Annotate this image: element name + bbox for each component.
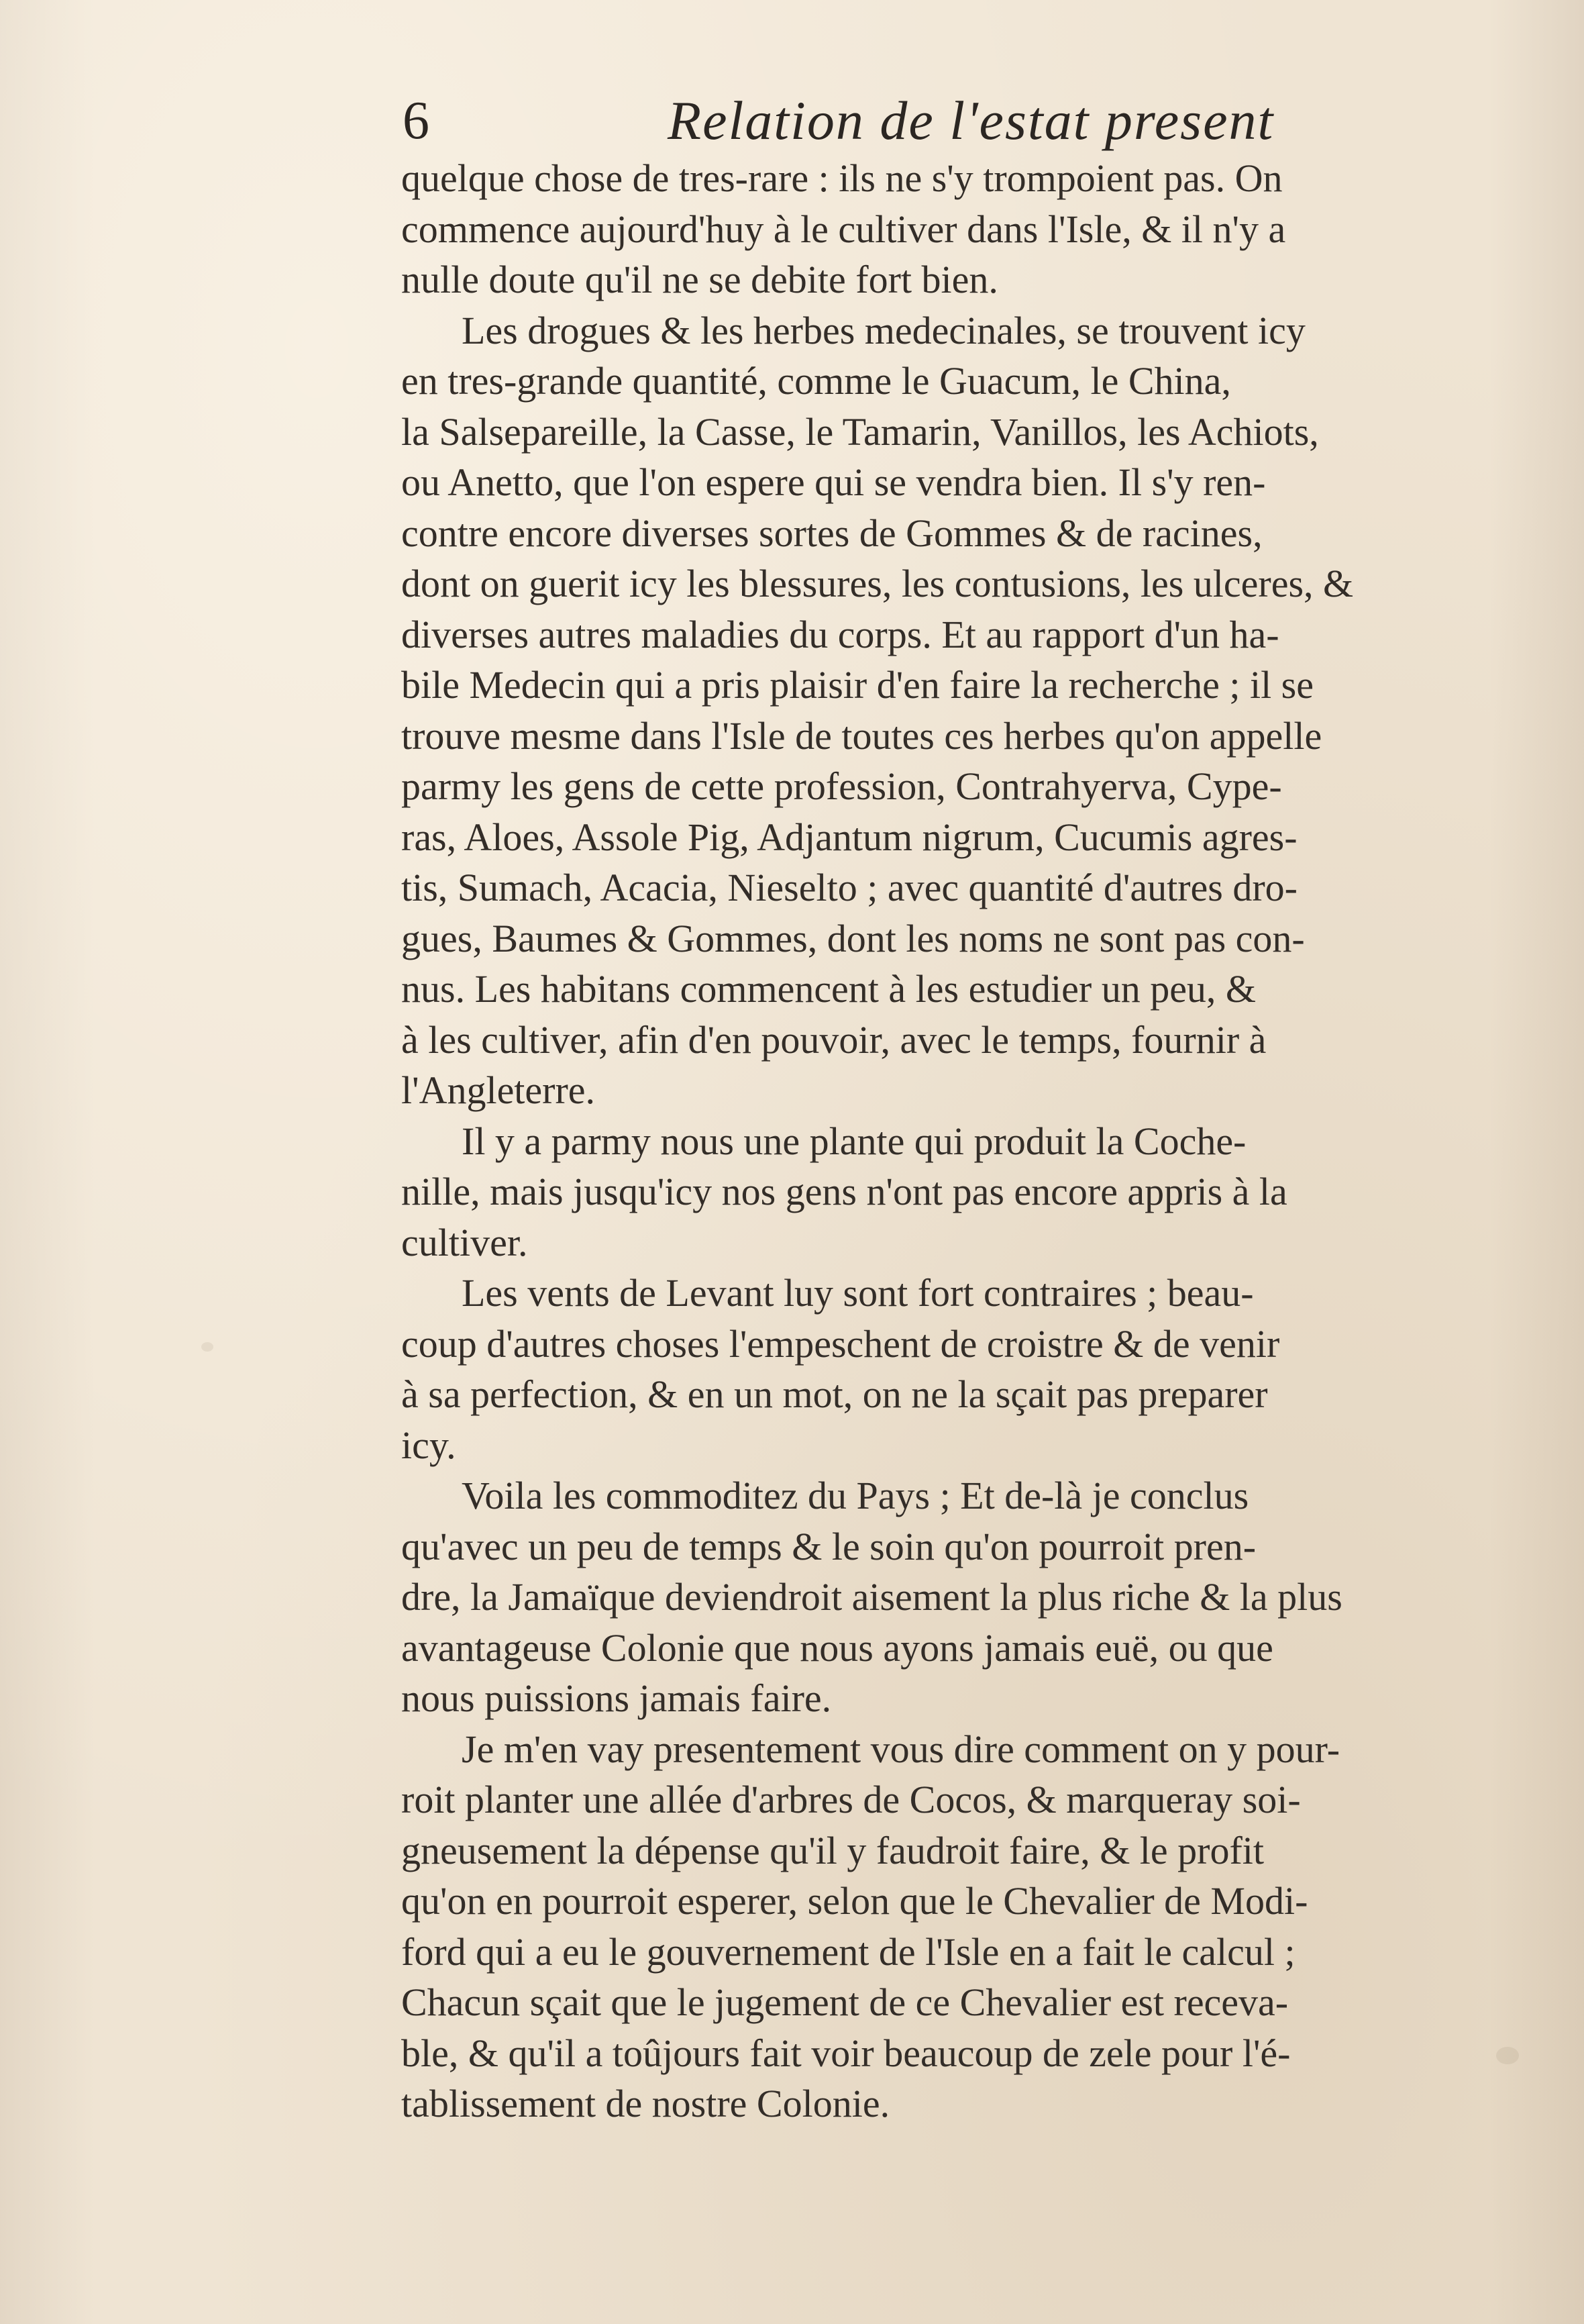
text-line: tablissement de nostre Colonie. [401, 2082, 890, 2125]
text-line: dre, la Jamaïque deviendroit aisement la plus riche & la plus [401, 1575, 1342, 1619]
text-line: à les cultiver, afin d'en pouvoir, avec le temps, fournir à [401, 1017, 1267, 1062]
paragraph-start-line: Je m'en vay presentement vous dire comment on y pour- [462, 1727, 1340, 1771]
text-line: contre encore diverses sortes de Gommes & de racines, [401, 511, 1263, 555]
text-line: trouve mesme dans l'Isle de toutes ces herbes qu'on appelle [401, 713, 1322, 758]
text-line: Chacun sçait que le jugement de ce Chevalier est receva- [401, 1980, 1289, 2024]
text-line: cultiver. [401, 1220, 528, 1264]
text-line: nus. Les habitans commencent à les estudier un peu, & [401, 967, 1257, 1011]
paragraph-start-line: Voila les commoditez du Pays ; Et de-là je conclus [462, 1474, 1249, 1517]
running-head [403, 84, 1543, 158]
text-line: en tres-grande quantité, comme le Guacum, le China, [401, 359, 1231, 403]
paragraph-start-line: Les vents de Levant luy sont fort contraires ; beau- [462, 1271, 1254, 1315]
text-line: coup d'autres choses l'empeschent de croistre & de venir [401, 1321, 1280, 1366]
text-line: gneusement la dépense qu'il y faudroit faire, & le profit [401, 1828, 1265, 1872]
text-line: la Salsepareille, la Casse, le Tamarin, Vanillos, les Achiots, [401, 409, 1319, 454]
text-line: tis, Sumach, Acacia, Nieselto ; avec quantité d'autres dro- [401, 866, 1298, 909]
text-line: quelque chose de tres-rare : ils ne s'y trompoient pas. On [401, 156, 1283, 200]
paragraph-start-line: Les drogues & les herbes medecinales, se trouvent icy [462, 308, 1306, 352]
text-line: ford qui a eu le gouvernement de l'Isle en a fait le calcul ; [401, 1929, 1296, 1974]
running-title: Relation de l'estat present [668, 90, 1275, 151]
text-line: ou Anetto, que l'on espere qui se vendra bien. Il s'y ren- [401, 460, 1266, 504]
paragraph-start-line: Il y a parmy nous une plante qui produit la Coche- [462, 1119, 1247, 1163]
text-line: parmy les gens de cette profession, Contrahyerva, Cype- [401, 764, 1282, 808]
text-line: gues, Baumes & Gommes, dont les noms ne sont pas con- [401, 916, 1305, 960]
text-line: qu'on en pourroit esperer, selon que le Chevalier de Modi- [401, 1879, 1308, 1923]
page-number: 6 [403, 91, 429, 150]
text-line: commence aujourd'huy à le cultiver dans l'Isle, & il n'y a [401, 207, 1286, 251]
text-line: l'Angleterre. [401, 1068, 596, 1112]
paper-stain [201, 1342, 213, 1352]
text-line: avantageuse Colonie que nous ayons jamais euë, ou que [401, 1625, 1273, 1670]
text-line: ras, Aloes, Assole Pig, Adjantum nigrum, Cucumis agres- [401, 815, 1298, 859]
text-line: à sa perfection, & en un mot, on ne la sçait pas preparer [401, 1372, 1268, 1416]
text-line: nulle doute qu'il ne se debite fort bien. [401, 258, 998, 301]
body-text [401, 153, 1508, 2129]
text-line: diverses autres maladies du corps. Et au rapport d'un ha- [401, 612, 1279, 656]
text-line: bile Medecin qui a pris plaisir d'en faire la recherche ; il se [401, 663, 1314, 707]
text-line: ble, & qu'il a toûjours fait voir beaucoup de zele pour l'é- [401, 2031, 1291, 2075]
text-line: nous puissions jamais faire. [401, 1676, 832, 1720]
text-line: roit planter une allée d'arbres de Cocos, & marqueray soi- [401, 1778, 1301, 1821]
text-line: nille, mais jusqu'icy nos gens n'ont pas encore appris à la [401, 1170, 1287, 1213]
text-line: icy. [401, 1423, 456, 1467]
text-line: qu'avec un peu de temps & le soin qu'on pourroit pren- [401, 1524, 1257, 1568]
text-line: dont on guerit icy les blessures, les contusions, les ulceres, & [401, 562, 1354, 605]
